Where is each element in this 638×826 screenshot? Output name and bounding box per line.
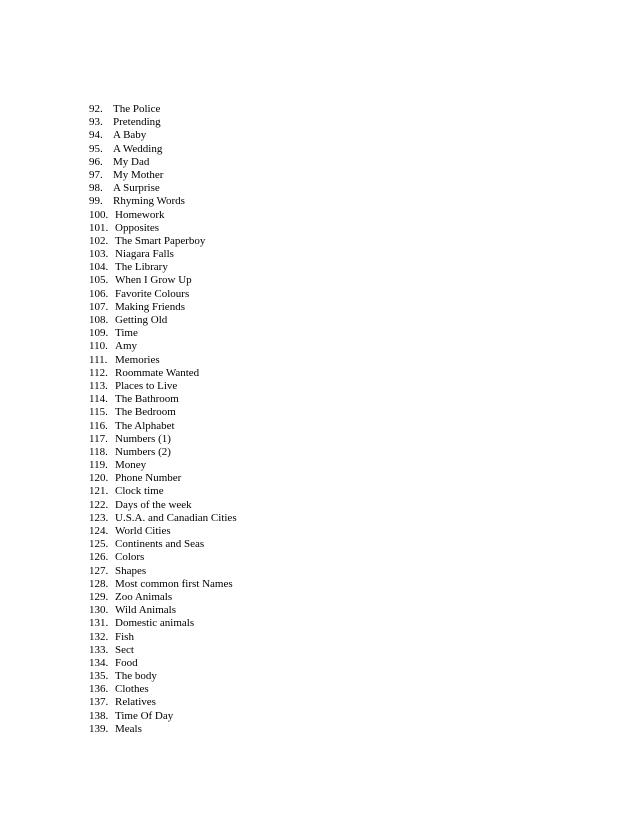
list-item-number: 120. bbox=[89, 472, 109, 485]
list-item bbox=[89, 644, 237, 657]
list-item-title: Food bbox=[115, 656, 138, 669]
list-item bbox=[89, 433, 237, 446]
list-item bbox=[89, 578, 237, 591]
list-item-number: 98. bbox=[89, 182, 103, 195]
list-item-number: 135. bbox=[89, 670, 109, 683]
list-item-title: Sect bbox=[115, 643, 134, 656]
list-item bbox=[89, 103, 237, 116]
list-item-title: Phone Number bbox=[115, 472, 182, 485]
list-item-title: Memories bbox=[115, 353, 160, 366]
list-item bbox=[89, 340, 237, 353]
list-item bbox=[89, 485, 237, 498]
list-item-title: Domestic animals bbox=[115, 617, 195, 630]
list-item bbox=[89, 472, 237, 485]
list-item-number: 125. bbox=[89, 538, 109, 551]
list-item-number: 128. bbox=[89, 577, 109, 590]
list-item bbox=[89, 182, 237, 195]
list-item bbox=[89, 301, 237, 314]
list-item-title: The body bbox=[115, 670, 157, 683]
list-item-title: U.S.A. and Canadian Cities bbox=[115, 511, 237, 524]
list-item bbox=[89, 446, 237, 459]
list-item-title: Rhyming Words bbox=[113, 195, 185, 208]
list-item-number: 123. bbox=[89, 511, 109, 524]
list-item-title: The Police bbox=[113, 103, 161, 115]
list-item bbox=[89, 288, 237, 301]
list-item bbox=[89, 314, 237, 327]
list-item-title: World Cities bbox=[115, 525, 171, 537]
list-item-title: Favorite Colours bbox=[115, 287, 190, 300]
list-item-number: 130. bbox=[89, 604, 109, 617]
list-item-title: When I Grow Up bbox=[115, 274, 192, 287]
list-item-title: The Alphabet bbox=[115, 419, 175, 432]
list-item bbox=[89, 670, 237, 683]
list-item bbox=[89, 631, 237, 644]
list-item-number: 93. bbox=[89, 116, 103, 129]
list-item-number: 112. bbox=[89, 366, 108, 379]
list-item bbox=[89, 156, 237, 169]
list-item bbox=[89, 248, 237, 261]
list-item-number: 119. bbox=[89, 459, 108, 472]
list-item-number: 95. bbox=[89, 142, 103, 155]
list-item-number: 117. bbox=[89, 432, 108, 445]
list-item-number: 139. bbox=[89, 722, 109, 735]
list-item-title: Time bbox=[115, 327, 138, 340]
list-item-title: Clock time bbox=[115, 485, 164, 498]
list-item bbox=[89, 591, 237, 604]
topic-list bbox=[89, 103, 237, 736]
list-item-number: 102. bbox=[89, 234, 109, 247]
list-item-number: 103. bbox=[89, 248, 109, 261]
list-item-number: 136. bbox=[89, 683, 109, 696]
list-item-number: 100. bbox=[89, 208, 109, 221]
list-item-title: Money bbox=[115, 459, 147, 472]
list-item bbox=[89, 459, 237, 472]
list-item bbox=[89, 393, 237, 406]
list-item bbox=[89, 380, 237, 393]
list-item-title: Most common first Names bbox=[115, 577, 233, 590]
list-item-title: Relatives bbox=[115, 696, 156, 709]
list-item-number: 106. bbox=[89, 287, 109, 300]
list-item-title: Numbers (1) bbox=[115, 432, 171, 445]
list-item-number: 104. bbox=[89, 261, 109, 274]
list-item bbox=[89, 261, 237, 274]
list-item-number: 99. bbox=[89, 195, 103, 208]
list-item-number: 113. bbox=[89, 379, 108, 392]
list-item-number: 96. bbox=[89, 155, 103, 168]
list-item bbox=[89, 222, 237, 235]
list-item-title: The Smart Paperboy bbox=[115, 234, 206, 247]
list-item-title: Getting Old bbox=[115, 314, 168, 326]
list-item-number: 105. bbox=[89, 274, 109, 287]
list-item-number: 121. bbox=[89, 485, 109, 498]
list-item-number: 116. bbox=[89, 419, 108, 432]
list-item-number: 97. bbox=[89, 168, 103, 181]
list-item-title: Time Of Day bbox=[115, 709, 174, 722]
list-item-title: The Bedroom bbox=[115, 406, 176, 419]
list-item-title: The Bathroom bbox=[115, 393, 179, 406]
list-item bbox=[89, 235, 237, 248]
list-item bbox=[89, 499, 237, 512]
list-item-title: Meals bbox=[115, 722, 142, 735]
list-item-number: 132. bbox=[89, 630, 109, 643]
list-item-title: Opposites bbox=[115, 221, 159, 234]
list-item-number: 101. bbox=[89, 221, 109, 234]
list-item-number: 115. bbox=[89, 406, 108, 419]
list-item bbox=[89, 274, 237, 287]
list-item bbox=[89, 617, 237, 630]
list-item-title: A Surprise bbox=[113, 182, 160, 195]
list-item-number: 122. bbox=[89, 498, 109, 511]
list-item bbox=[89, 683, 237, 696]
list-item bbox=[89, 538, 237, 551]
list-item-number: 126. bbox=[89, 551, 109, 564]
list-item-title: Clothes bbox=[115, 683, 149, 696]
list-item-number: 118. bbox=[89, 445, 108, 458]
list-item-number: 107. bbox=[89, 300, 109, 313]
list-item-title: The Library bbox=[115, 261, 168, 274]
list-item-title: Roommate Wanted bbox=[115, 366, 200, 379]
list-item-title: Continents and Seas bbox=[115, 538, 205, 551]
list-item bbox=[89, 696, 237, 709]
list-item bbox=[89, 116, 237, 129]
list-item-title: Amy bbox=[115, 340, 137, 353]
list-item-number: 138. bbox=[89, 709, 109, 722]
list-item-number: 110. bbox=[89, 340, 108, 353]
list-item bbox=[89, 354, 237, 367]
list-item-title: Wild Animals bbox=[115, 604, 176, 617]
list-item bbox=[89, 209, 237, 222]
list-item bbox=[89, 551, 237, 564]
list-item bbox=[89, 367, 237, 380]
list-item-number: 133. bbox=[89, 643, 109, 656]
list-item-number: 131. bbox=[89, 617, 109, 630]
list-item bbox=[89, 129, 237, 142]
list-item bbox=[89, 565, 237, 578]
list-item-number: 94. bbox=[89, 129, 103, 142]
list-item-title: Making Friends bbox=[115, 300, 185, 313]
list-item-title: A Wedding bbox=[113, 142, 163, 155]
list-item bbox=[89, 657, 237, 670]
list-item-number: 108. bbox=[89, 314, 109, 326]
list-item-title: A Baby bbox=[113, 129, 147, 142]
list-item bbox=[89, 406, 237, 419]
list-item-title: Niagara Falls bbox=[115, 248, 174, 261]
list-item-number: 129. bbox=[89, 590, 109, 603]
list-item-number: 124. bbox=[89, 525, 109, 537]
list-item bbox=[89, 512, 237, 525]
list-item bbox=[89, 525, 237, 538]
list-item bbox=[89, 604, 237, 617]
list-item bbox=[89, 420, 237, 433]
list-item-title: Fish bbox=[115, 630, 134, 643]
list-item-number: 137. bbox=[89, 696, 109, 709]
list-item-title: Homework bbox=[115, 208, 165, 221]
list-item-number: 109. bbox=[89, 327, 109, 340]
list-item-title: Shapes bbox=[115, 564, 147, 577]
list-item bbox=[89, 327, 237, 340]
list-item-number: 111. bbox=[89, 353, 108, 366]
list-item bbox=[89, 143, 237, 156]
list-item-title: Colors bbox=[115, 551, 145, 564]
list-item-number: 114. bbox=[89, 393, 108, 406]
list-item bbox=[89, 710, 237, 723]
list-item bbox=[89, 169, 237, 182]
list-item bbox=[89, 195, 237, 208]
list-item-title: Places to Live bbox=[115, 379, 178, 392]
list-item-title: Pretending bbox=[113, 116, 161, 129]
list-item-title: Zoo Animals bbox=[115, 590, 173, 603]
list-item-number: 127. bbox=[89, 564, 109, 577]
list-item-number: 134. bbox=[89, 656, 109, 669]
list-item-title: My Mother bbox=[113, 168, 164, 181]
list-item-number: 92. bbox=[89, 103, 103, 115]
list-item-title: Numbers (2) bbox=[115, 445, 171, 458]
list-item-title: My Dad bbox=[113, 155, 150, 168]
list-item-title: Days of the week bbox=[115, 498, 192, 511]
list-item bbox=[89, 723, 237, 736]
